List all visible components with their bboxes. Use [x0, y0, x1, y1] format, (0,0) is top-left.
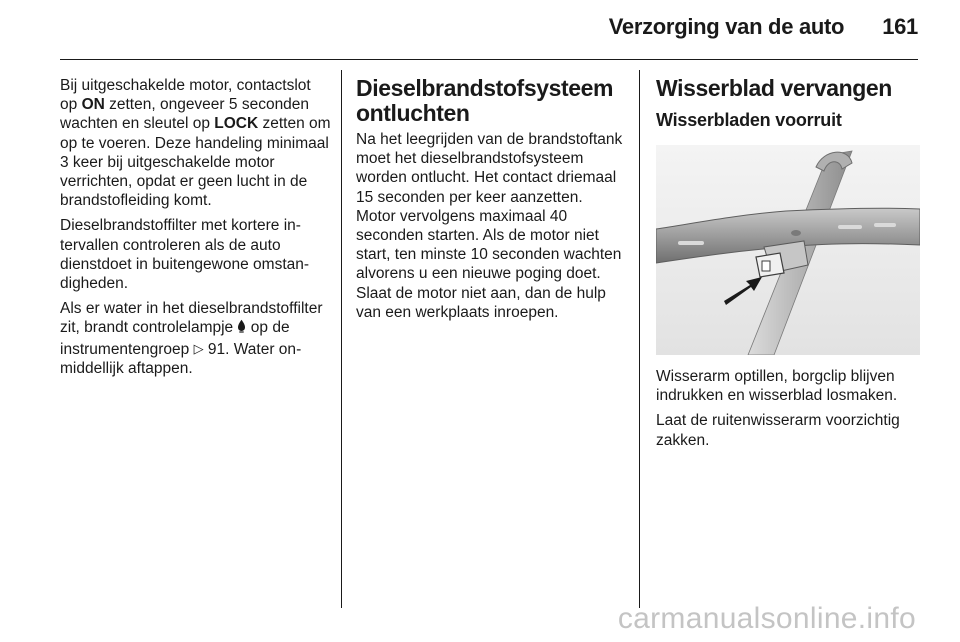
on-position-label: ON — [81, 96, 105, 114]
paragraph-filter-interval: Dieselbrandstoffilter met kortere intervallen controleren als de auto dienstdoet in buitengewone omstandigheden. — [60, 217, 310, 293]
column-3 — [656, 76, 920, 456]
text-run: zetten om op te voeren. Deze handeling minimaal 3 keer bij uitgeschakelde motor verrichten, opdat er geen lucht in de brandstofleiding komt. — [60, 115, 331, 210]
paragraph-bleeding-procedure: Na het leegrijden van de brandstoftank moet het dieselbrandstofsysteem worden ontlucht. Het contact driemaal 15 seconden per keer aanzetten. Motor vervolgens maximaal 40 seconden starten. Als de motor niet start, ten minste 10 seconden wachten alvorens u een nieuwe poging doet. Slaat de motor niet aan, dan de hulp van een werkplaats inroepen. — [356, 131, 623, 321]
paragraph-contact-procedure — [60, 76, 332, 210]
wiper-blade-illustration — [656, 145, 920, 355]
column-divider-2 — [639, 70, 640, 608]
paragraph-water-in-filter — [60, 299, 332, 378]
section-title: Verzorging van de auto — [608, 14, 845, 39]
page-number: 161 — [882, 14, 918, 39]
text-run: Bij uitgeschakelde motor, contactslot op — [60, 77, 311, 114]
text-run: zetten, ongeveer 5 seconden wachten en sleutel op — [60, 96, 310, 133]
text-run: Als er water in het dieselbrandstoffilter zit, brandt controlelampje — [60, 300, 323, 337]
paragraph-remove-blade: Wisserarm optillen, borgclip blijven indrukken en wisserblad losmaken. — [656, 368, 898, 405]
subheading-front-wipers: Wisserbladen voorruit — [656, 110, 842, 130]
heading-diesel-bleeding: Dieselbrandstofsysteem ontluchten — [356, 75, 614, 126]
text-run: . Water onmiddellijk aftappen. — [60, 340, 302, 377]
paragraph-lower-arm: Laat de ruitenwisserarm voorzichtig zakken. — [656, 412, 900, 449]
page-reference-number[interactable]: 91 — [207, 340, 226, 358]
header-divider — [60, 59, 918, 60]
page-header — [609, 14, 918, 40]
text-run: op de instrumentengroep — [60, 319, 290, 358]
page-reference-icon: ▷ — [193, 340, 204, 356]
column-divider-1 — [341, 70, 342, 608]
heading-wiper-blade: Wisserblad vervangen — [656, 75, 892, 101]
watermark: carmanualsonline.info — [617, 602, 916, 635]
column-2 — [356, 76, 624, 328]
column-1 — [60, 76, 332, 384]
lock-position-label: LOCK — [214, 115, 259, 133]
